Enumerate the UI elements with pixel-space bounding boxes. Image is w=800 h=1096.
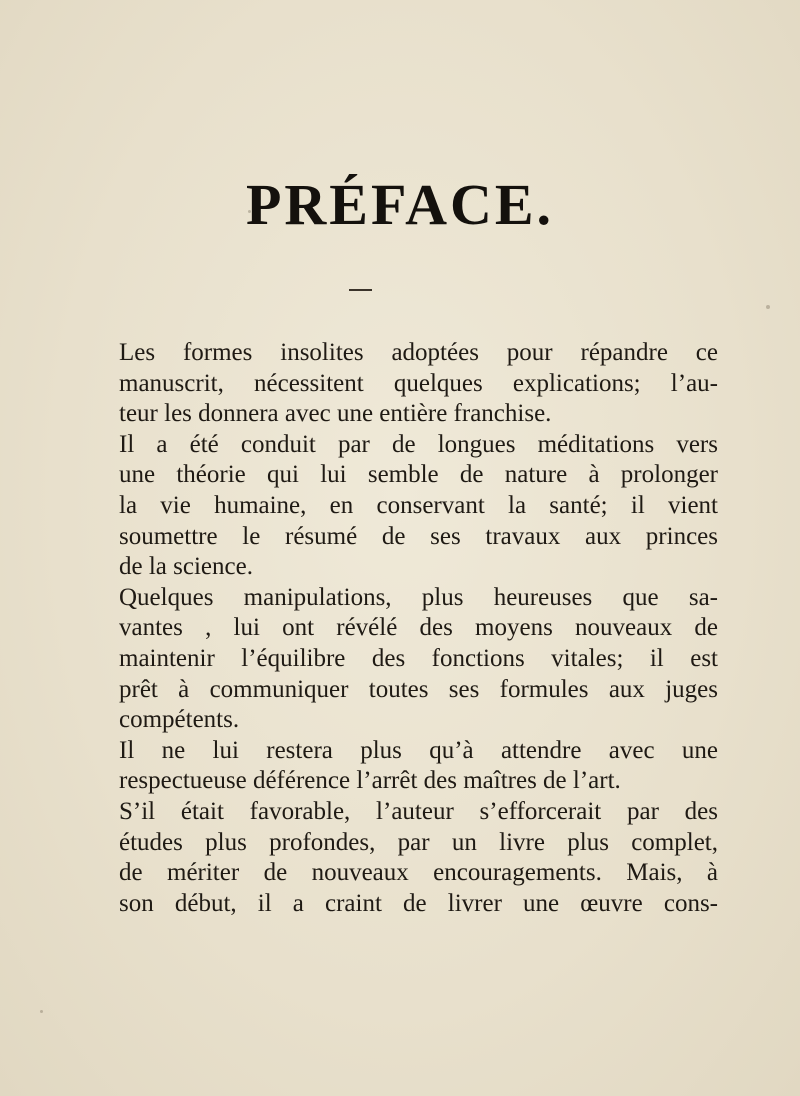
text-line: compétents. xyxy=(119,706,240,734)
text-line: S’il était favorable, l’auteur s’efforcerait par des xyxy=(119,797,718,825)
page-title: PRÉFACE. xyxy=(245,172,555,237)
paragraph-3 xyxy=(98,583,718,736)
text-line: prêt à communiquer toutes ses formules aux juges xyxy=(119,675,718,703)
text-line: son début, il a craint de livrer une œuvre cons- xyxy=(119,889,718,917)
text-line: de la science. xyxy=(119,553,253,581)
paper-speck xyxy=(766,305,770,309)
text-line: manuscrit, nécessitent quelques explications; l’au- xyxy=(119,369,718,397)
text-line: soumettre le résumé de ses travaux aux princes xyxy=(119,522,718,550)
text-line: teur les donnera avec une entière franchise. xyxy=(119,400,552,428)
paragraph-2 xyxy=(98,430,718,583)
paragraph-5 xyxy=(98,797,718,919)
text-line: Il ne lui restera plus qu’à attendre avec une xyxy=(119,736,718,764)
paper-speck xyxy=(40,1010,43,1013)
text-line: de mériter de nouveaux encouragements. Mais, à xyxy=(119,859,718,887)
text-line: une théorie qui lui semble de nature à prolonger xyxy=(119,461,718,489)
text-line: Quelques manipulations, plus heureuses que sa- xyxy=(119,583,718,611)
text-line: respectueuse déférence l’arrêt des maîtres de l’art. xyxy=(119,767,621,795)
text-line: études plus profondes, par un livre plus complet, xyxy=(119,828,718,856)
paper-speck xyxy=(248,210,251,213)
text-line: vantes , lui ont révélé des moyens nouveaux de xyxy=(119,614,718,642)
paragraph-1 xyxy=(98,338,718,430)
preface-body xyxy=(98,338,718,919)
text-line: maintenir l’équilibre des fonctions vitales; il est xyxy=(119,644,718,672)
text-line: Il a été conduit par de longues méditations vers xyxy=(119,430,718,458)
paragraph-4 xyxy=(98,736,718,797)
text-line: Les formes insolites adoptées pour répandre ce xyxy=(119,339,718,366)
title-divider xyxy=(349,289,372,291)
text-line: la vie humaine, en conservant la santé; il vient xyxy=(119,491,718,519)
